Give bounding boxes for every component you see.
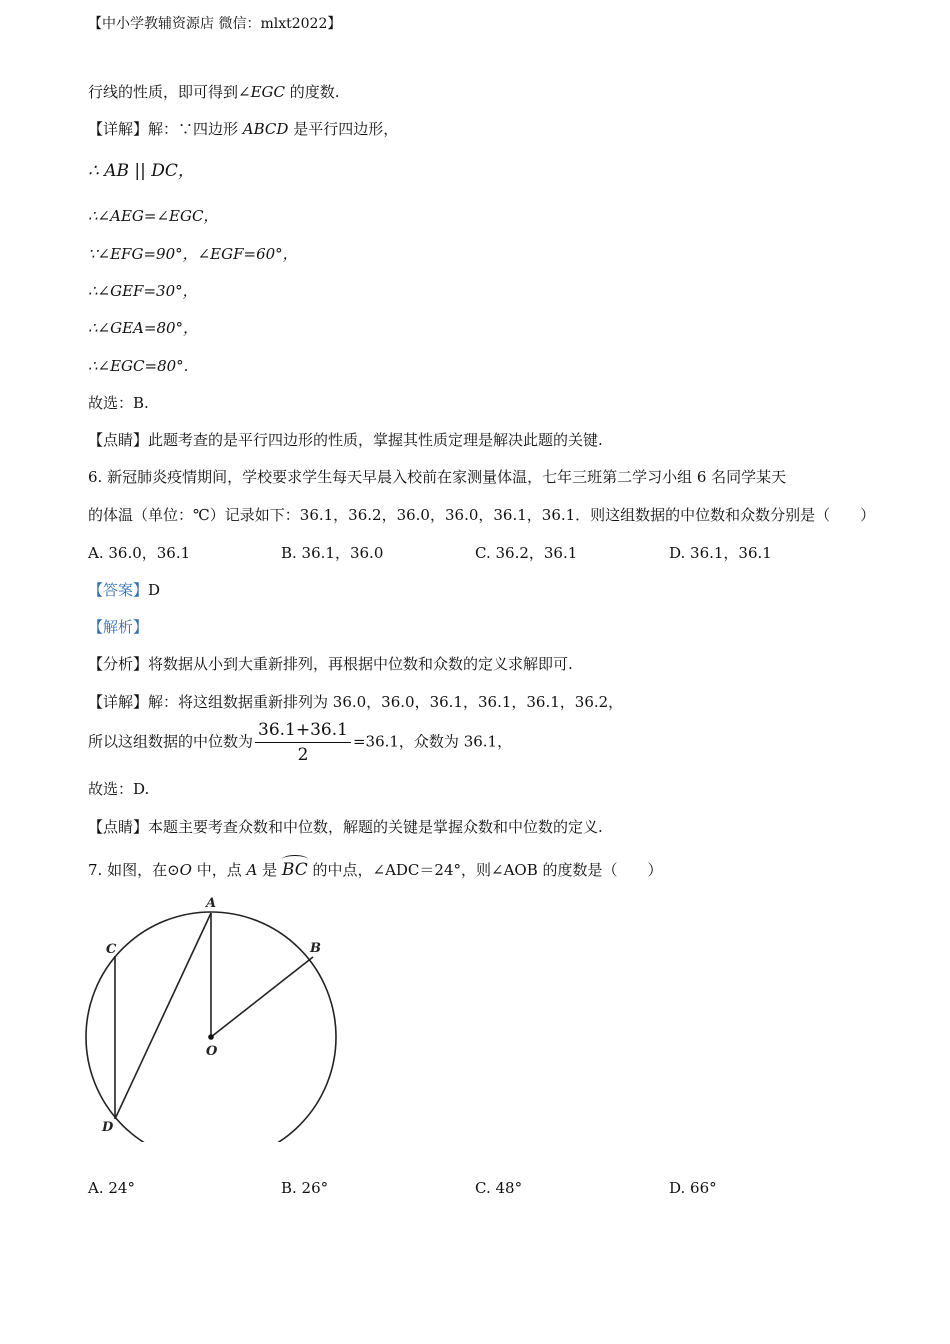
center-point-o <box>208 1034 214 1040</box>
q6-median-pre: 所以这组数据的中位数为 <box>88 732 254 751</box>
q5-step-4: ∴∠GEA=80°， <box>88 319 199 337</box>
q6-fraction-numerator: 36.1+36.1 <box>255 720 351 743</box>
q5-step-2: ∵∠EFG=90°，∠EGF=60°， <box>88 245 298 263</box>
q6-fenxi-tag: 【分析】 <box>88 655 149 673</box>
q6-fenxi <box>88 654 573 674</box>
q5-comment-text: 此题考查的是平行四边形的性质，掌握其性质定理是解决此题的关键. <box>148 431 603 449</box>
segment-ad <box>115 913 211 1119</box>
q7-stem-point-a: A <box>246 861 258 879</box>
q5-comment <box>88 430 603 450</box>
q7-option-a: A. 24° <box>88 1179 135 1197</box>
page-header: 【中小学教辅资源店 微信：mlxt2022】 <box>88 16 342 32</box>
q5-intro-tail: 的度数. <box>285 83 340 101</box>
q7-stem-o: O <box>179 861 192 879</box>
q6-comment-tag: 【点睛】 <box>88 818 149 836</box>
q7-stem-arc-bc: BC <box>281 860 308 880</box>
q6-choice: 故选：D. <box>88 780 150 798</box>
q7-stem-tail: 的中点，∠ADC＝24°，则∠AOB 的度数是（ ） <box>307 861 663 879</box>
q6-detail-text: 解：将这组数据重新排列为 36.0，36.0，36.1，36.1，36.1，36.2， <box>148 693 624 711</box>
q5-intro-text: 行线的性质，即可得到 <box>88 83 239 101</box>
q6-answer-tag: 【答案】 <box>88 581 149 599</box>
q6-median-line <box>88 720 512 765</box>
q6-stem-line2: 的体温（单位：℃）记录如下：36.1，36.2，36.0，36.0，36.1，36.1．则这组数据的中位数和众数分别是（ ） <box>88 506 876 524</box>
label-d: D <box>102 1120 114 1135</box>
q7-circle-figure <box>80 892 350 1142</box>
label-c: C <box>106 942 117 957</box>
q5-detail-tag: 【详解】 <box>88 120 149 138</box>
q5-choice: 故选：B. <box>88 394 149 412</box>
q6-median-post: =36.1，众数为 36.1， <box>352 732 513 751</box>
q5-step-parallel: ∴ AB || DC， <box>88 161 195 181</box>
q5-intro <box>88 82 340 102</box>
q6-answer <box>88 580 160 600</box>
q7-option-b: B. 26° <box>281 1179 329 1197</box>
q6-analysis-tag: 【解析】 <box>88 618 149 636</box>
q6-detail-tag: 【详解】 <box>88 693 149 711</box>
q6-option-a: A. 36.0，36.1 <box>88 544 191 562</box>
q6-fenxi-text: 将数据从小到大重新排列，再根据中位数和众数的定义求解即可. <box>148 655 573 673</box>
q5-comment-tag: 【点睛】 <box>88 431 149 449</box>
q5-detail-abcd: ABCD <box>242 120 289 138</box>
q5-detail <box>88 119 398 139</box>
q6-option-b: B. 36.1，36.0 <box>281 544 384 562</box>
q7-stem <box>88 858 663 880</box>
q5-intro-angle: ∠EGC <box>238 83 285 101</box>
q6-stem-line1: 6. 新冠肺炎疫情期间，学校要求学生每天早晨入校前在家测量体温，七年三班第二学习小组 6 名同学某天 <box>88 468 787 486</box>
q6-option-c: C. 36.2，36.1 <box>475 544 578 562</box>
q7-option-d: D. 66° <box>669 1179 717 1197</box>
segment-ob <box>211 957 313 1037</box>
q5-step-1: ∴∠AEG=∠EGC， <box>88 207 219 225</box>
q7-stem-text2: 中，点 <box>191 861 247 879</box>
label-a: A <box>206 896 217 911</box>
q7-option-c: C. 48° <box>475 1179 523 1197</box>
q6-comment-text: 本题主要考查众数和中位数，解题的关键是掌握众数和中位数的定义. <box>148 818 603 836</box>
q7-stem-text3: 是 <box>257 861 282 879</box>
q6-detail <box>88 692 623 712</box>
q6-answer-value: D <box>148 581 161 599</box>
q5-step-5: ∴∠EGC=80°. <box>88 357 189 375</box>
q5-detail-tail: 是平行四边形， <box>288 120 399 138</box>
q6-comment <box>88 817 603 837</box>
q5-detail-text: 解：∵四边形 <box>148 120 243 138</box>
label-b: B <box>310 941 321 956</box>
label-o: O <box>206 1044 218 1059</box>
q6-fraction-denominator: 2 <box>297 745 309 765</box>
q7-stem-text: 7. 如图，在⊙ <box>88 861 180 879</box>
q6-option-d: D. 36.1，36.1 <box>669 544 772 562</box>
q5-step-3: ∴∠GEF=30°， <box>88 282 198 300</box>
q6-median-fraction <box>255 720 351 765</box>
